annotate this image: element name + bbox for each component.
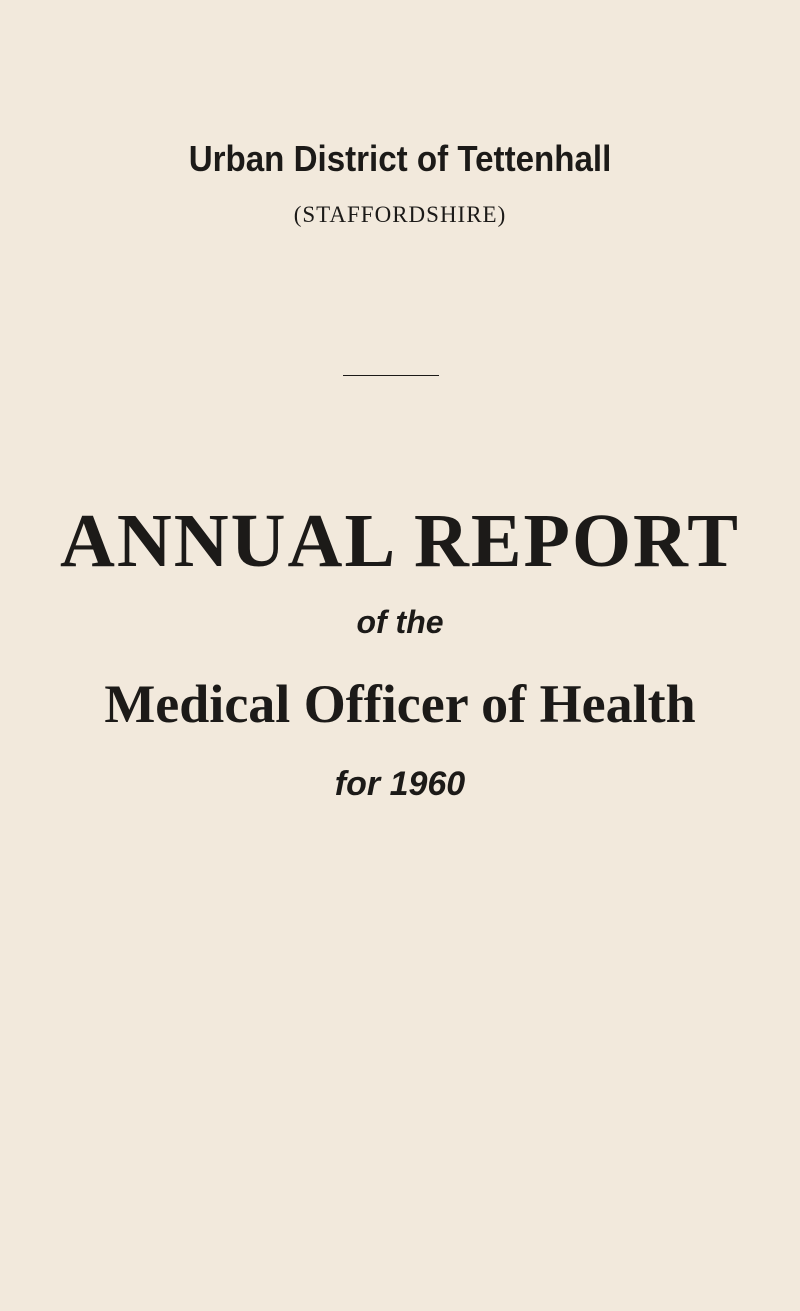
officer-title: Medical Officer of Health xyxy=(104,674,696,734)
district-name: Urban District of Tettenhall xyxy=(188,138,612,179)
county-name: (STAFFORDSHIRE) xyxy=(293,202,507,227)
report-title: ANNUAL REPORT xyxy=(60,499,740,583)
divider-rule xyxy=(343,375,439,376)
connector-text: of the xyxy=(356,604,444,640)
report-year: for 1960 xyxy=(334,765,466,803)
